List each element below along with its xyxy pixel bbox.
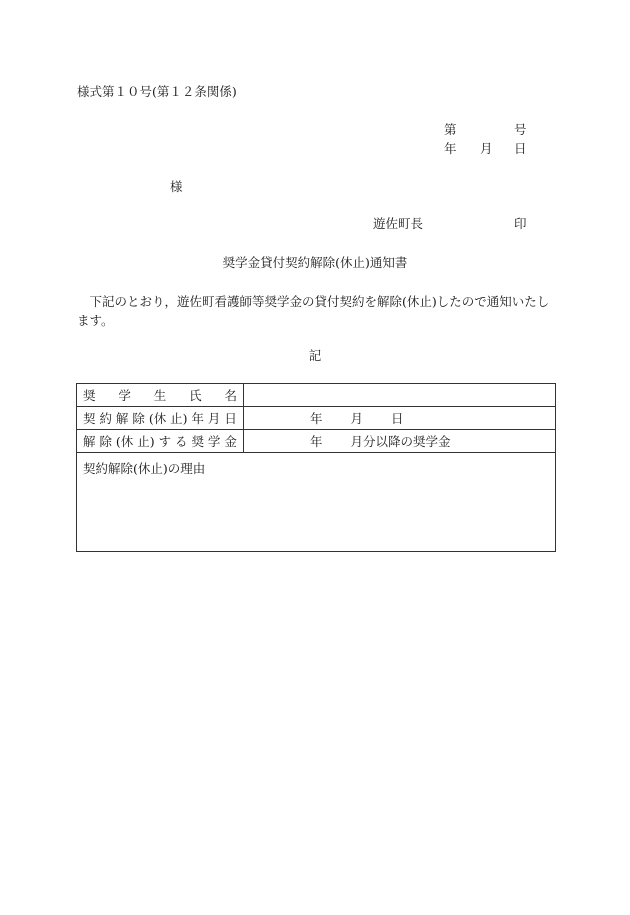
cancel-date-day: 日 (391, 411, 404, 426)
document-title: 奨学金貸付契約解除(休止)通知書 (222, 255, 408, 270)
label-scholarship (77, 430, 244, 453)
label-char: 解 (115, 411, 129, 426)
label-char: 名 (224, 388, 237, 403)
label-char: 月 (207, 411, 221, 426)
value-student-name[interactable] (244, 384, 556, 407)
seal-mark: 印 (514, 216, 527, 231)
label-cancel-date (77, 407, 244, 430)
label-char: 奨 (191, 434, 204, 449)
notice-table (76, 383, 556, 552)
ki-heading: 記 (308, 348, 322, 363)
label-char: 止) (137, 434, 155, 449)
value-cancel-date[interactable] (244, 407, 556, 430)
label-char: 契 (83, 411, 96, 426)
table-row-reason (77, 453, 556, 552)
value-scholarship[interactable] (244, 430, 556, 453)
label-char: 約 (99, 411, 112, 426)
scholarship-year: 年 (310, 434, 323, 449)
label-char: 止) (170, 411, 188, 426)
label-reason: 契約解除(休止)の理由 (83, 461, 206, 476)
label-char: 学 (207, 434, 221, 449)
label-char: (休 (115, 434, 134, 449)
table-row-scholarship (77, 430, 556, 453)
table-row-cancel-date (77, 407, 556, 430)
cancel-date-year: 年 (310, 411, 323, 426)
label-char: 解 (83, 434, 96, 449)
label-char: 日 (224, 411, 237, 426)
date-year-label: 年 (444, 141, 457, 156)
scholarship-month-onward: 月分以降の奨学金 (350, 434, 451, 449)
issuer-name: 遊佐町長 (373, 216, 424, 231)
label-char: 除 (132, 411, 145, 426)
reason-cell[interactable] (77, 453, 556, 552)
label-char: 氏 (189, 388, 202, 403)
label-char: (休 (148, 411, 167, 426)
recipient-honorific: 様 (170, 179, 183, 194)
label-char: す (158, 434, 172, 449)
label-char: 除 (99, 434, 112, 449)
label-char: 年 (191, 411, 204, 426)
label-char: 金 (224, 434, 237, 449)
table-row-student-name (77, 384, 556, 407)
label-char: 学 (118, 388, 131, 403)
label-char: 奨 (83, 388, 96, 403)
label-char: 生 (153, 388, 167, 403)
form-number: 様式第１０号(第１２条関係) (77, 84, 237, 99)
label-student-name (77, 384, 244, 407)
notice-body-text: 下記のとおり，遊佐町看護師等奨学金の貸付契約を解除(休止)したので通知いたします。 (77, 294, 550, 328)
date-day-label: 日 (514, 141, 527, 156)
date-month-label: 月 (480, 141, 493, 156)
document-number-suffix: 号 (514, 122, 527, 137)
document-number-prefix: 第 (444, 122, 457, 137)
label-char: る (175, 434, 188, 449)
cancel-date-month: 月 (350, 411, 364, 426)
